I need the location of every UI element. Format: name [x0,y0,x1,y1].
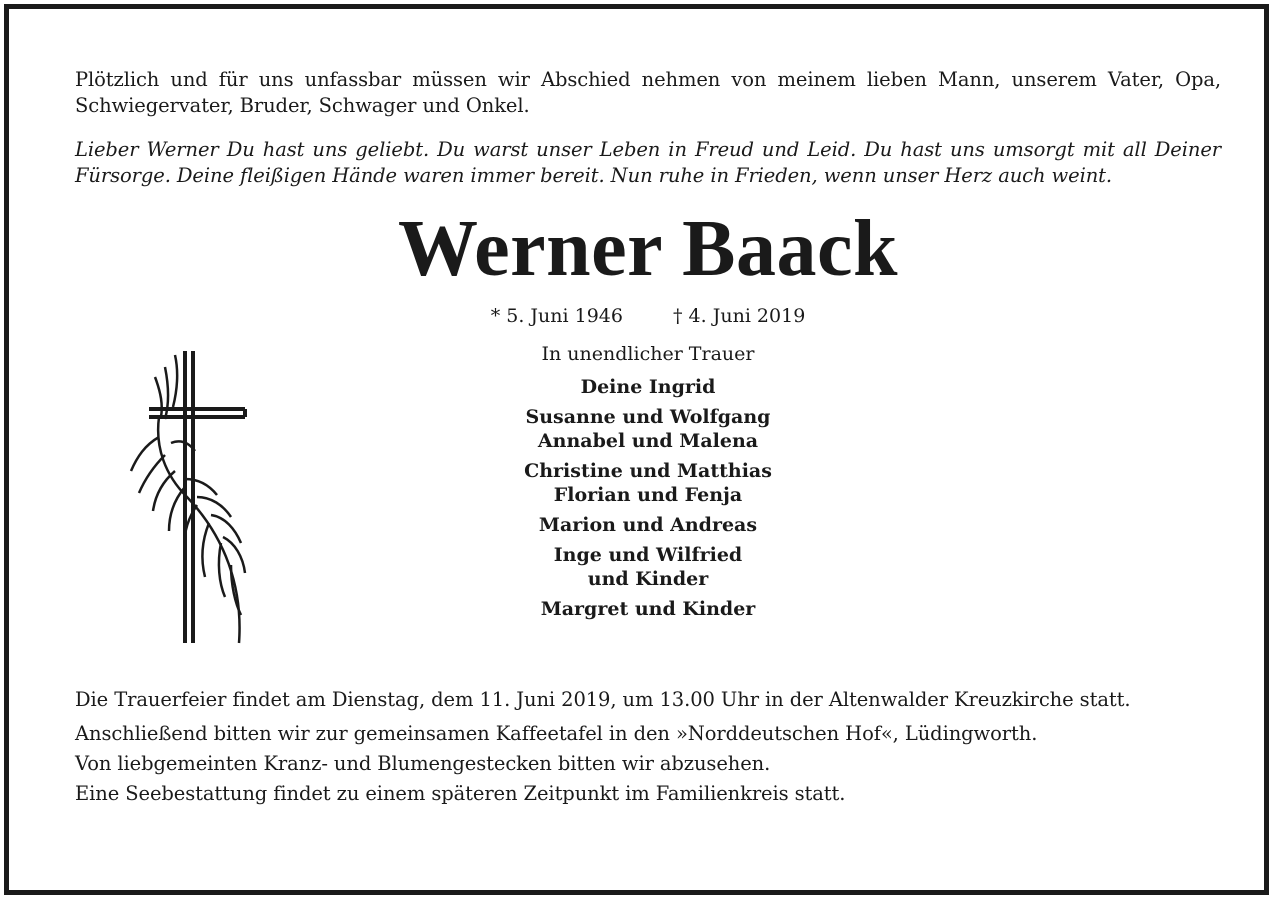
mourners-block [75,341,1221,627]
mourner-name: Christine und Matthias [524,460,772,482]
mourner-name: Inge und Wilfried [553,544,743,566]
mourner-group [75,543,1221,591]
mourner-name: Annabel und Malena [537,430,759,452]
mourner-group [75,597,1221,621]
obituary-frame [4,4,1269,895]
mourner-group [75,513,1221,537]
mourner-group [75,375,1221,399]
mourner-group [75,459,1221,507]
birth-date: * 5. Juni 1946 [490,305,623,327]
mourner-name: Margret und Kinder [540,598,756,620]
intro-text: Plötzlich und für uns unfassbar müssen wir Abschied nehmen von meinem lieben Mann, unserem Vater, Opa, Schwiegervater, Bruder, Schwager und Onkel. [75,68,1221,117]
mourner-name: und Kinder [587,568,709,590]
mourning-line: In unendlicher Trauer [541,343,755,365]
burial-note: Eine Seebestattung findet zu einem späteren Zeitpunkt im Familienkreis statt. [75,782,846,805]
obituary-content [75,67,1221,811]
mourner-name: Florian und Fenja [553,484,743,506]
wreath-note: Von liebgemeinten Kranz- und Blumengestecken bitten wir abzusehen. [75,752,771,775]
deceased-name: Werner Baack [397,205,899,293]
footer-notes [75,687,1221,807]
mourner-group [75,405,1221,453]
death-date: † 4. Juni 2019 [673,305,806,327]
coffee-note: Anschließend bitten wir zur gemeinsamen Kaffeetafel in den »Norddeutschen Hof«, Lüdingworth. [75,722,1038,745]
mourner-name: Deine Ingrid [580,376,716,398]
dedication-text: Lieber Werner Du hast uns geliebt. Du warst unser Leben in Freud und Leid. Du hast uns umsorgt mit all Deiner Fürsorge. Deine fleißigen Hände waren immer bereit. Nun ruhe in Frieden, wenn unser Herz auch weint. [75,138,1221,187]
mourner-name: Susanne und Wolfgang [525,406,771,428]
funeral-service-note: Die Trauerfeier findet am Dienstag, dem 11. Juni 2019, um 13.00 Uhr in der Altenwalder Kreuzkirche statt. [75,688,1131,711]
mourner-name: Marion und Andreas [538,514,758,536]
life-dates [75,303,1221,329]
middle-section [75,341,1221,687]
